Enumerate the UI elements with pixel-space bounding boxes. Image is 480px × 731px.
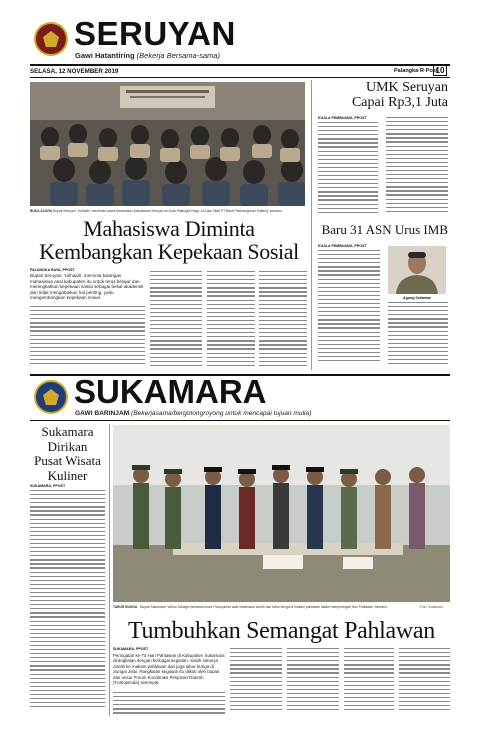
issue-date: SELASA, 12 NOVEMBER 2019	[30, 68, 119, 75]
section2-title: SUKAMARA	[74, 373, 267, 410]
asn-photo-caption: Agung Setiawan	[403, 296, 431, 300]
seruyan-logo	[34, 22, 68, 56]
portrait-illustration	[388, 246, 446, 294]
section2-tagline	[75, 410, 311, 417]
kuliner-headline-3: Pusat Wisata	[34, 453, 101, 468]
main-body-col1	[30, 306, 145, 370]
photo-credit: Foto: Sukamara	[420, 605, 443, 609]
kuliner-headline-4: Kuliner	[47, 467, 88, 483]
kuliner-body	[30, 490, 105, 714]
pahlawan-body-col2	[230, 648, 282, 716]
masthead-tagline	[75, 51, 220, 60]
kuliner-headline-2: Dirikan	[47, 438, 88, 454]
ceremony-photo-illustration	[113, 425, 450, 602]
asn-headline: Baru 31 ASN Urus IMB	[321, 222, 448, 237]
tagline-rest: (Bekerja Bersama-sama)	[134, 51, 221, 60]
paper-name: Palangka·R·Post	[394, 68, 438, 74]
caption-label: BUKA ACARA	[30, 209, 53, 213]
umk-headline-1: UMK Seruyan	[365, 80, 448, 95]
tagline-bold: Gawi Hatantiring	[75, 51, 135, 60]
kuliner-headline-1: Sukamara	[41, 424, 94, 439]
column-divider-2	[109, 424, 110, 716]
asn-portrait-photo	[388, 246, 446, 294]
date-rule	[30, 77, 450, 78]
column-divider	[311, 80, 312, 370]
main-headline-1: Mahasiswa Diminta	[83, 216, 255, 241]
sukamara-caption-text: - Bupati Sukamara, Windu Subagio bersama unsur Forkopimda saat melakukan ziarah dan tabur bunga di makam pahlawan dalam memperingati Hari Pahlawan, kemarin.	[137, 605, 388, 609]
sukamara-photo-caption	[113, 605, 413, 609]
audience-photo-illustration	[30, 82, 305, 206]
caption-text: Bupati Seruyan, Yulhaidir, membuka acara Kedamaian Mahasiswa Seruyan se-Kota Palangka Raya. Al Kota Gitat/ PT Bank Pembangunan Kalteng, kemarin.	[52, 209, 283, 213]
pahlawan-body-col5	[399, 648, 450, 716]
main-lede: Bupati Seruyan, Yulhaidir, meminta kalangan mahasiswa asal kabupaten itu untuk terus belajar dan meningkatkan kepekaan sosial sebagai bekal akademik dan tidak mengabaikan hal penting, yaitu mengembangkan kepekaan sosial.	[30, 273, 144, 301]
main-body-col2	[150, 271, 202, 370]
main-body-col4	[259, 271, 307, 370]
masthead-title: SERUYAN	[74, 15, 236, 52]
section2-tagline-rest: (Bekerjasama/bergotongroyong untuk mencapai tujuan mulia)	[129, 410, 312, 417]
pahlawan-lede: Peringatan ke-74 Hari Pahlawan di Kabupaten Sukamara dirangkaian dengan berbagai kegiatan. Salah satunya ziarah ke makam pahlawan dan juga tabur bunga di Sungai Jelai. Rangkaian kegiatan itu diikuti oleh bupati dan unsur Forum Koordinasi Pimpinan Daerah (Forkopimda) setempat.	[113, 653, 225, 686]
umk-headline-2: Capai Rp3,1 Juta	[351, 95, 448, 110]
seruyan-event-photo	[30, 82, 305, 206]
sukamara-caption-label: TABUR BUNGA	[113, 605, 138, 609]
kuliner-headline	[30, 425, 105, 483]
pahlawan-body-col4	[344, 648, 394, 716]
main-dateline: PALANGKA RAYA, PPOST	[30, 268, 75, 272]
section2-tagline-bold: GAWI BARINJAM	[75, 410, 130, 417]
pahlawan-body-col3	[287, 648, 339, 716]
umk-dateline: KUALA PEMBUANG, PPOST	[318, 116, 367, 120]
main-headline-2: Kembangkan Kepekaan Sosial	[39, 239, 299, 264]
asn-dateline: KUALA PEMBUANG, PPOST	[318, 244, 367, 248]
section-divider-bottom	[30, 420, 450, 421]
pahlawan-headline: Tumbuhkan Semangat Pahlawan	[128, 618, 435, 644]
page-number: 10	[433, 65, 447, 76]
asn-body-col2	[388, 302, 448, 370]
kuliner-dateline: SUKAMARA, PPOST	[30, 484, 66, 488]
masthead-rule	[30, 64, 450, 66]
sukamara-logo	[34, 380, 68, 414]
pahlawan-body-col1	[113, 692, 225, 716]
sukamara-ceremony-photo	[113, 425, 450, 602]
umk-body-col2	[386, 117, 448, 220]
main-body-col3	[207, 271, 255, 370]
pahlawan-dateline: SUKAMARA, PPOST	[113, 647, 149, 651]
umk-body-col1	[318, 122, 378, 220]
seruyan-photo-caption	[30, 209, 305, 213]
asn-body-col1	[318, 250, 380, 370]
